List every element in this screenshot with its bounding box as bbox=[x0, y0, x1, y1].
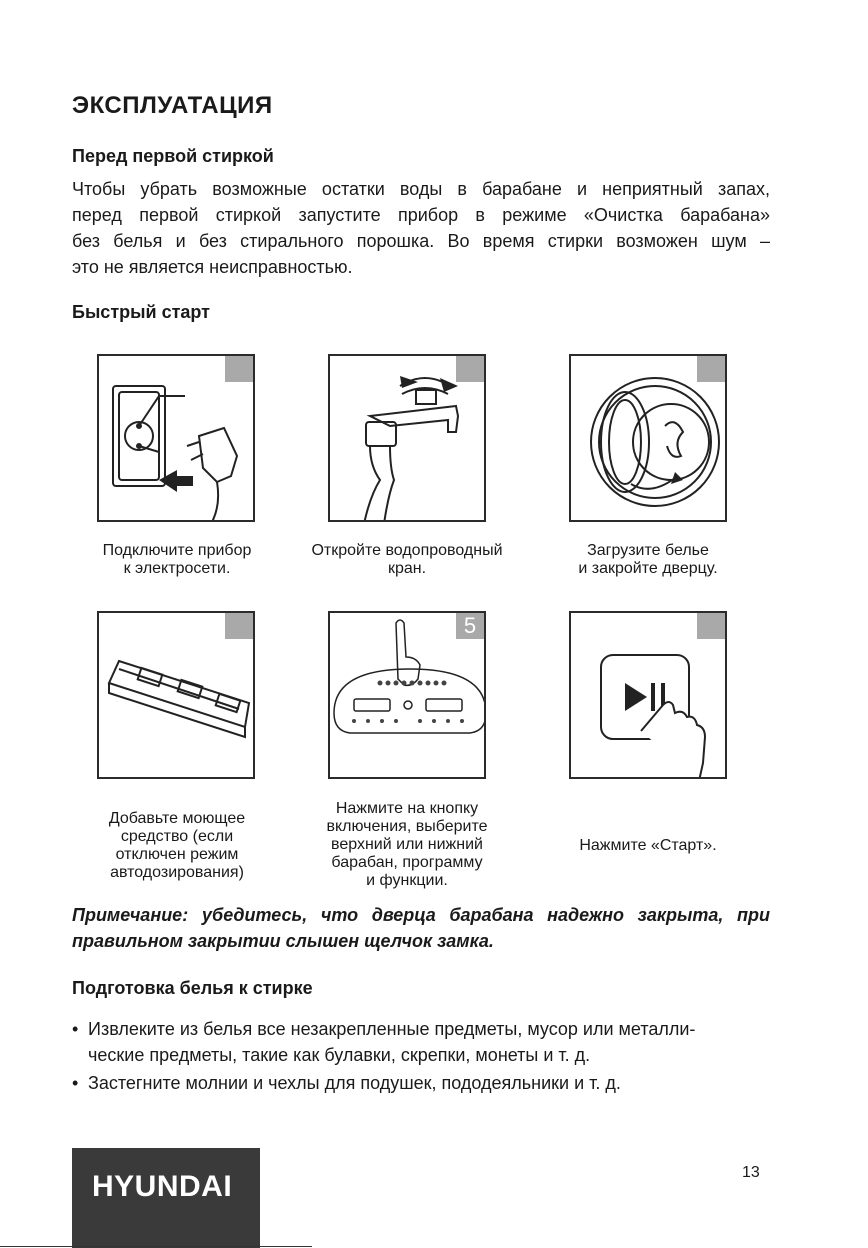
note-paragraph bbox=[72, 902, 770, 954]
step-4-illustration bbox=[97, 611, 255, 779]
step-3-caption bbox=[548, 542, 748, 578]
washer-door-icon bbox=[571, 356, 727, 522]
paragraph-line: это не является неисправностью. bbox=[72, 257, 353, 277]
step-4-caption bbox=[87, 810, 267, 882]
caption-line: Нажмите на кнопку bbox=[335, 800, 479, 817]
caption-line: барабан, программу bbox=[331, 854, 483, 871]
caption-line: Подключите прибор bbox=[102, 542, 252, 559]
caption-line: и функции. bbox=[366, 872, 448, 889]
detergent-drawer-icon bbox=[99, 613, 255, 779]
section-heading-first-wash: Перед первой стиркой bbox=[72, 146, 274, 166]
caption-line: Откройте водопроводный bbox=[311, 542, 503, 559]
control-panel-icon bbox=[330, 613, 486, 779]
caption-line: кран. bbox=[387, 560, 427, 577]
caption-line: автодозирования) bbox=[110, 864, 244, 881]
start-pause-button-icon bbox=[571, 613, 727, 779]
list-item bbox=[72, 1016, 772, 1068]
caption-line: Нажмите «Старт». bbox=[579, 837, 717, 854]
list-item bbox=[72, 1070, 772, 1096]
list-item-line: ческие предметы, такие как булавки, скрепки, монеты и т. д. bbox=[88, 1045, 591, 1065]
step-2-caption bbox=[287, 542, 527, 578]
note-line: Примечание: убедитесь, что дверца барабана надежно закрыта, при bbox=[72, 905, 770, 925]
note-line: правильном закрытии слышен щелчок замка. bbox=[72, 931, 494, 951]
paragraph-line: Чтобы убрать возможные остатки воды в барабане и неприятный запах, bbox=[72, 179, 770, 199]
caption-line: Добавьте моющее bbox=[108, 810, 246, 827]
section-heading-laundry-prep: Подготовка белья к стирке bbox=[72, 978, 313, 998]
step-6-illustration bbox=[569, 611, 727, 779]
paragraph-line: перед первой стиркой запустите прибор в режиме «Очистка барабана» bbox=[72, 205, 770, 225]
caption-line: Загрузите белье bbox=[587, 542, 709, 559]
caption-line: отключен режим bbox=[115, 846, 239, 863]
step-1-caption bbox=[82, 542, 272, 578]
bullet-icon: • bbox=[72, 1019, 79, 1039]
section-heading-quick-start: Быстрый старт bbox=[72, 302, 210, 322]
step-3-illustration bbox=[569, 354, 727, 522]
bullet-icon: • bbox=[72, 1073, 79, 1093]
power-outlet-plug-icon bbox=[99, 356, 255, 522]
first-wash-paragraph bbox=[72, 176, 770, 280]
step-number-badge: 5 bbox=[456, 613, 484, 639]
step-2-illustration bbox=[328, 354, 486, 522]
brand-logo-text: HYUNDAI bbox=[92, 1170, 233, 1203]
caption-line: включения, выберите bbox=[326, 818, 488, 835]
caption-line: средство (если bbox=[120, 828, 234, 845]
step-1-illustration bbox=[97, 354, 255, 522]
water-tap-icon bbox=[330, 356, 486, 522]
list-item-line: Извлеките из белья все незакрепленные предметы, мусор или металли- bbox=[88, 1019, 696, 1039]
caption-line: верхний или нижний bbox=[331, 836, 483, 853]
step-5-caption bbox=[292, 800, 522, 890]
list-item-line: Застегните молнии и чехлы для подушек, пододеяльники и т. д. bbox=[88, 1073, 621, 1093]
step-5-illustration bbox=[328, 611, 486, 779]
page-title: ЭКСПЛУАТАЦИЯ bbox=[72, 92, 273, 119]
paragraph-line: без белья и без стирального порошка. Во время стирки возможен шум – bbox=[72, 231, 770, 251]
caption-line: и закройте дверцу. bbox=[578, 560, 718, 577]
divider bbox=[0, 1246, 312, 1247]
page-number: 13 bbox=[742, 1164, 760, 1181]
brand-logo bbox=[72, 1148, 260, 1248]
step-6-caption bbox=[558, 837, 738, 855]
caption-line: к электросети. bbox=[123, 560, 231, 577]
